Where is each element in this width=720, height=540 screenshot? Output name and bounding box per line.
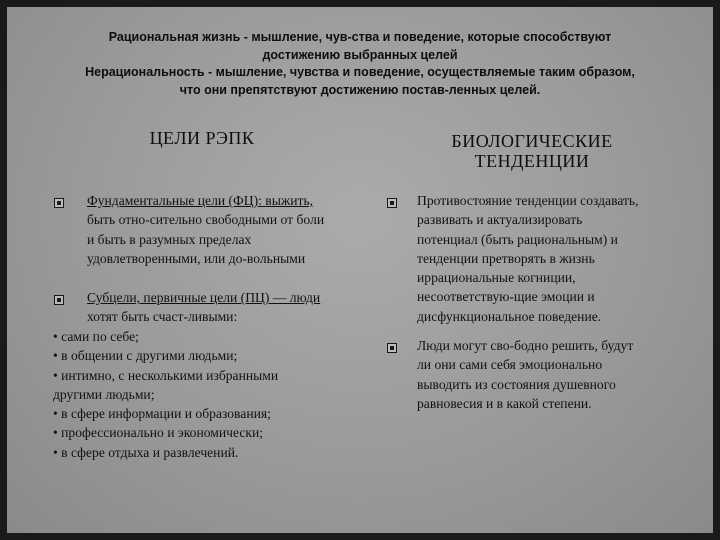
header-line-3: Нерациональность - мышление, чувства и поведение, осуществляемые таким образом, — [85, 65, 635, 79]
left-p2-line-2: хотят быть счаст-ливыми: — [87, 309, 238, 325]
left-list — [53, 327, 278, 462]
header-line-4: что они препятствуют достижению постав-ленных целей. — [179, 82, 541, 97]
right-p1-line: несоответствую-щие эмоции и — [417, 289, 595, 305]
right-title-line-2: ТЕНДЕНЦИИ — [474, 151, 590, 171]
right-p1-line: развивать и актуализировать — [417, 212, 583, 228]
list-item: • в общении с другими людьми; — [53, 348, 238, 364]
right-paragraph-2 — [417, 336, 633, 413]
left-p2-line-1: Субцели, первичные цели (ПЦ) — люди — [87, 290, 321, 305]
right-p2-line: Люди могут сво-бодно решить, будут — [417, 338, 634, 353]
list-item: • в сфере отдыха и развлечений. — [53, 444, 239, 460]
right-p1-line: дисфункциональное поведение. — [417, 308, 602, 324]
slide-header — [7, 29, 713, 99]
right-column-title — [412, 131, 652, 171]
list-item: • профессионально и экономически; — [53, 425, 264, 441]
left-paragraph-1 — [87, 191, 324, 268]
slide — [7, 7, 713, 533]
left-p1-line-2: быть отно-сительно свободными от боли — [87, 212, 325, 228]
bullet-icon — [54, 295, 64, 305]
list-item: другими людьми; — [53, 386, 155, 402]
left-paragraph-2 — [87, 288, 320, 327]
right-p2-line: выводить из состояния душевного — [417, 376, 616, 392]
right-p1-line: потенциал (быть рациональным) и — [417, 231, 618, 247]
left-p1-line-4: удовлетворенными, или до-вольными — [87, 250, 306, 266]
left-p1-line-1: Фундаментальные цели (ФЦ): выжить, — [87, 193, 314, 208]
bullet-icon — [54, 198, 64, 208]
right-p2-line: равновесия и в какой степени. — [417, 395, 592, 411]
left-column-title: ЦЕЛИ РЭПК — [149, 128, 255, 148]
right-paragraph-1 — [417, 191, 639, 326]
right-title-line-1: БИОЛОГИЧЕСКИЕ — [451, 131, 613, 151]
right-p1-line: иррациональные когниции, — [417, 270, 576, 286]
header-line-1: Рациональная жизнь - мышление, чув-ства и поведение, которые способствуют — [108, 30, 612, 44]
header-line-2: достижению выбранных целей — [262, 47, 458, 62]
right-p1-line: Противостояние тенденции создавать, — [417, 193, 639, 208]
list-item: • интимно, с несколькими избранными — [53, 367, 279, 383]
right-p2-line: ли они сами себя эмоционально — [417, 357, 603, 373]
bullet-icon — [387, 198, 397, 208]
bullet-icon — [387, 343, 397, 353]
list-item: • сами по себе; — [53, 329, 139, 344]
list-item: • в сфере информации и образования; — [53, 406, 271, 422]
left-p1-line-3: и быть в разумных пределах — [87, 231, 252, 247]
right-p1-line: тенденции претворять в жизнь — [417, 250, 595, 266]
